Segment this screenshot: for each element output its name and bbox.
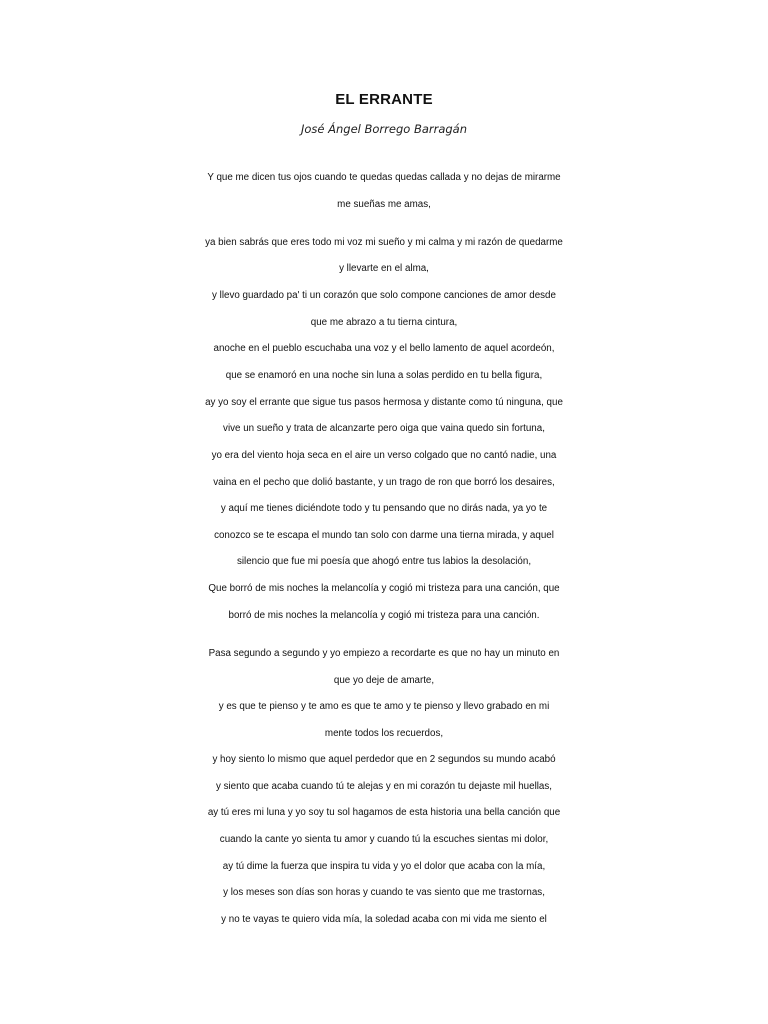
poem-line: me sueñas me amas, — [337, 199, 431, 210]
poem-line: borró de mis noches la melancolía y cogió mi tristeza para una canción. — [228, 610, 540, 621]
poem-line: y llevarte en el alma, — [339, 263, 429, 274]
poem-line: cuando la cante yo sienta tu amor y cuando tú la escuches sientas mi dolor, — [219, 834, 549, 845]
poem-line: Y que me dicen tus ojos cuando te quedas quedas callada y no dejas de mirarme — [207, 172, 561, 183]
poem-line: yo era del viento hoja seca en el aire un verso colgado que no cantó nadie, una — [211, 450, 557, 461]
poem-line: que me abrazo a tu tierna cintura, — [310, 317, 458, 328]
poem-line: y hoy siento lo mismo que aquel perdedor que en 2 segundos su mundo acabó — [212, 754, 556, 765]
document-title: EL ERRANTE — [335, 91, 433, 108]
document-author: José Ángel Borrego Barragán — [300, 122, 468, 136]
poem-line: ay tú dime la fuerza que inspira tu vida y yo el dolor que acaba con la mía, — [222, 861, 546, 872]
poem-line: y no te vayas te quiero vida mía, la soledad acaba con mi vida me siento el — [221, 914, 547, 925]
poem-line: que yo deje de amarte, — [333, 675, 435, 686]
poem-line: y siento que acaba cuando tú te alejas y en mi corazón tu dejaste mil huellas, — [215, 781, 553, 792]
poem-line: y llevo guardado pa' ti un corazón que solo compone canciones de amor desde — [212, 290, 556, 301]
poem-line: ay yo soy el errante que sigue tus pasos hermosa y distante como tú ninguna, que — [205, 397, 563, 408]
poem-line: Que borró de mis noches la melancolía y cogió mi tristeza para una canción, que — [208, 583, 560, 594]
poem-line: silencio que fue mi poesía que ahogó entre tus labios la desolación, — [236, 556, 532, 567]
poem-line: conozco se te escapa el mundo tan solo con darme una tierna mirada, y aquel — [214, 530, 554, 541]
poem-line: anoche en el pueblo escuchaba una voz y el bello lamento de aquel acordeón, — [213, 343, 555, 354]
poem-line: ya bien sabrás que eres todo mi voz mi sueño y mi calma y mi razón de quedarme — [205, 237, 563, 248]
poem-line: vive un sueño y trata de alcanzarte pero oiga que vaina quedo sin fortuna, — [223, 423, 545, 434]
poem-line: ay tú eres mi luna y yo soy tu sol hagamos de esta historia una bella canción que — [207, 807, 561, 818]
poem-line: que se enamoró en una noche sin luna a solas perdido en tu bella figura, — [225, 370, 543, 381]
poem-line: mente todos los recuerdos, — [324, 728, 444, 739]
poem-line: y es que te pienso y te amo es que te amo y te pienso y llevo grabado en mi — [218, 701, 550, 712]
poem-line: vaina en el pecho que dolió bastante, y un trago de ron que borró los desaires, — [213, 477, 555, 488]
poem-line: y aquí me tienes diciéndote todo y tu pensando que no dirás nada, ya yo te — [220, 503, 548, 514]
poem-line: y los meses son días son horas y cuando te vas siento que me trastornas, — [223, 887, 545, 898]
poem-line: Pasa segundo a segundo y yo empiezo a recordarte es que no hay un minuto en — [208, 648, 560, 659]
